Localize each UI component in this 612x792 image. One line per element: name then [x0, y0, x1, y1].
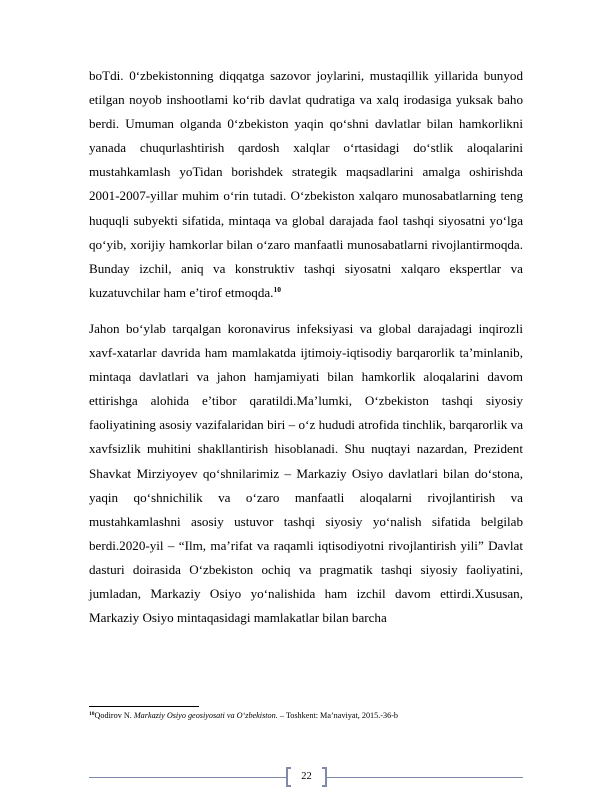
body-paragraph-2: [89, 317, 523, 630]
page-bar-left-rule: [89, 777, 286, 778]
page-number-bar: [89, 767, 523, 789]
page-bar-right-rule: [327, 777, 523, 778]
document-body: [89, 64, 523, 630]
footnote-author: Qodirov N.: [94, 711, 134, 720]
footnote-reference: 10: [273, 284, 281, 294]
paragraph-1-text: boTdi. 0‘zbekistonning diqqatga sazovor joylarini, mustaqillik yillarida bunyod etilgan noyob inshootlami ko‘rib davlat qudratiga va xalq irodasiga yuksak baho berdi. Umuman olganda 0‘zbekiston yaqin qo‘shni davlatlar bilan hamkorlikni yanada chuqurlashtirish qardosh xalqlar o‘rtasidagi do‘stlik aloqalarini mustahkamlash yoTidan borishdek strategik maqsadlarini amalga oshirishda 2001-2007-yillar muhim o‘rin tutadi. O‘zbekiston xalqaro munosabatlarning teng huquqli subyekti sifatida, mintaqa va global darajada faol tashqi siyosatni yo‘lga qo‘yib, xorijiy hamkorlar bilan o‘zaro manfaatli munosabatlarni rivojlantirmoqda. Bunday izchil, aniq va konstruktiv tashqi siyosatni xalqaro ekspertlar va kuzatuvchilar ham e’tirof etmoqda.: [89, 68, 523, 300]
body-paragraph-1: [89, 64, 523, 305]
footnote-book-title: Markaziy Osiyo geosiyosati va O‘zbekiston.: [133, 711, 278, 720]
footnote: [89, 710, 529, 721]
footnote-separator: [89, 706, 199, 707]
page-number: 22: [301, 771, 312, 782]
footnote-number: 10: [89, 711, 95, 717]
footnote-publication: – Toshkent: Ma’naviyat, 2015.-36-b: [277, 711, 399, 720]
paragraph-2-text: Jahon bo‘ylab tarqalgan koronavirus infeksiyasi va global darajadagi inqirozli xavf-xatarlar davrida ham mamlakatda ijtimoiy-iqtisodiy barqarorlik ta’minlanib, mintaqa davlatlari va jahon hamjamiyati bilan hamkorlik aloqalarini davom ettirishga alohida e’tibor qaratildi.Ma’lumki, O‘zbekiston tashqi siyosiy faoliyatining asosiy vazifalaridan biri – o‘z hududi atrofida tinchlik, barqarorlik va xavfsizlik muhitini shakllantirish hisoblanadi. Shu nuqtayi nazardan, Prezident Shavkat Mirziyoyev qo‘shnilarimiz – Markaziy Osiyo davlatlari bilan do‘stona, yaqin qo‘shnichilik va o‘zaro manfaatli aloqalarni rivojlantirish va mustahkamlashni asosiy ustuvor tashqi siyosiy yo‘nalish sifatida belgilab berdi.2020-yil – “Ilm, ma’rifat va raqamli iqtisodiyotni rivojlantirish yili” Davlat dasturi doirasida O‘zbekiston ochiq va pragmatik tashqi siyosiy faoliyatini, jumladan, Markaziy Osiyo yo‘nalishida ham izchil davom ettirdi.Xususan, Markaziy Osiyo mintaqasidagi mamlakatlar bilan barcha: [89, 320, 523, 626]
